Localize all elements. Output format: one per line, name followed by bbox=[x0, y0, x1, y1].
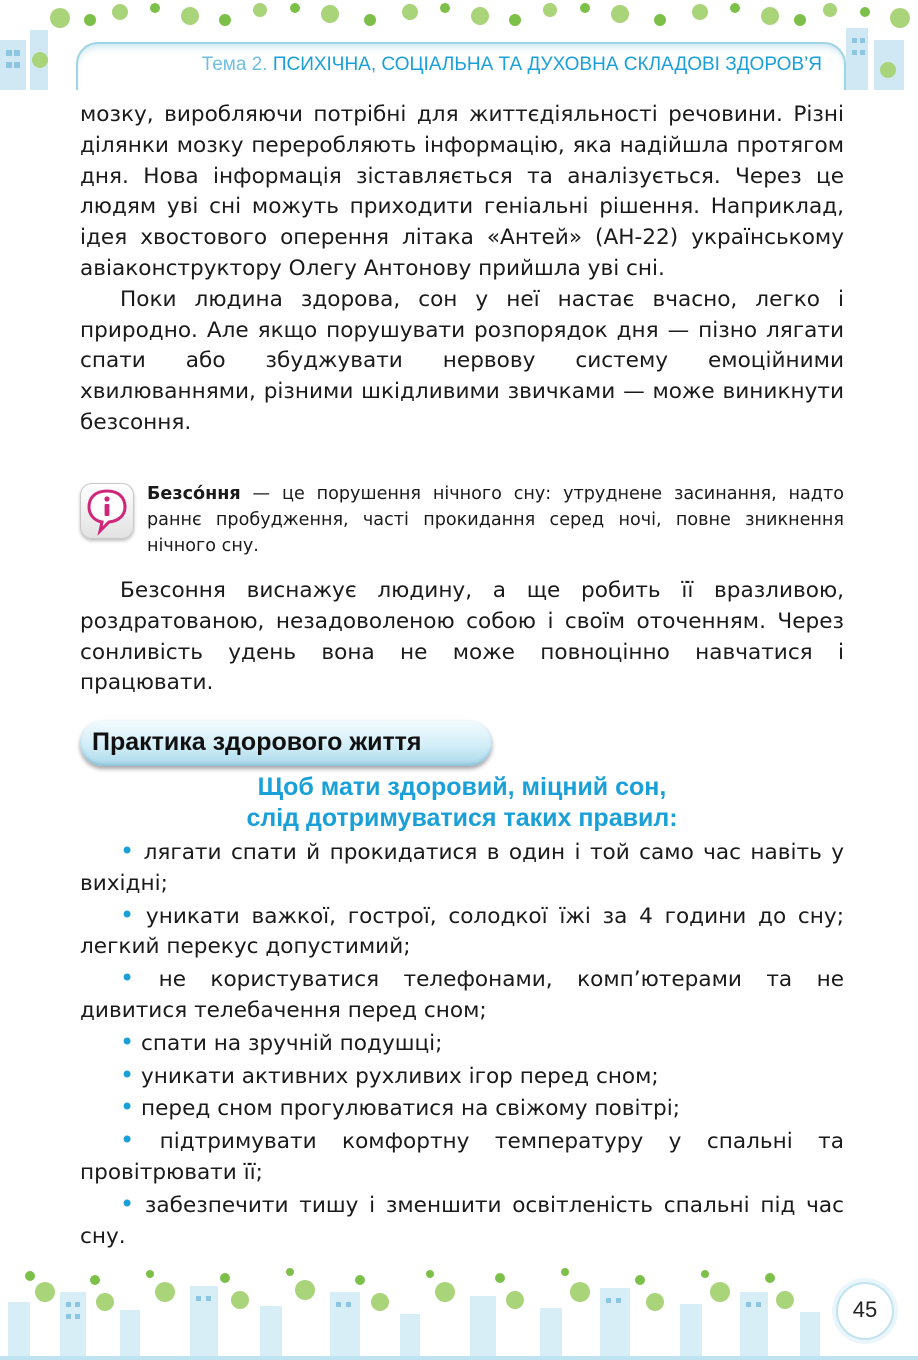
rules-list bbox=[80, 836, 844, 1252]
bullet-icon: • bbox=[120, 837, 135, 865]
bullet-icon: • bbox=[120, 1093, 135, 1122]
paragraph-3: Безсоння виснажує людину, а ще робить її вразливою, роздратованою, незадоволеною собою і своїм оточенням. Через сонливість удень вона не може повноцінно навчатися і працювати. bbox=[80, 578, 844, 696]
rule-text: уникати активних рухливих ігор перед сном; bbox=[141, 1063, 659, 1089]
definition-term: Безсо́ння bbox=[147, 484, 241, 504]
rules-subheading bbox=[80, 772, 844, 834]
list-item bbox=[80, 1189, 844, 1253]
section-heading-pill bbox=[80, 720, 492, 766]
paragraph-3-block bbox=[80, 576, 844, 699]
list-item bbox=[80, 836, 844, 900]
section-title: Практика здорового життя bbox=[92, 728, 422, 756]
bullet-icon: • bbox=[120, 1189, 135, 1218]
list-item bbox=[80, 1027, 844, 1060]
header-bar bbox=[76, 42, 846, 90]
rule-text: лягати спати й прокидатися в один і той само час навіть у вихідні; bbox=[80, 840, 844, 896]
definition-text bbox=[147, 481, 844, 559]
rule-text: не користуватися телефонами, комп’ютерами та не дивитися телебачення перед сном; bbox=[80, 967, 844, 1023]
paragraph-1: мозку, виробляючи потрібні для життєдіяльності речовини. Різні ділянки мозку переробляють інформацію, яка надійшла протягом дня. Нова інформація зіставляється та аналізується. Через це людям уві сні можуть приходити геніальні рішення. Наприклад, ідея хвостового оперення літака «Антей» (АН-22) українському авіаконструктору Олегу Антонову прийшла уві сні. bbox=[80, 102, 844, 281]
header-decoration bbox=[0, 0, 918, 90]
definition-body: — це порушення нічного сну: утруднене засинання, надто раннє пробудження, часті прокидання серед ночі, повне зникнення нічного сну. bbox=[147, 484, 844, 556]
rule-text: перед сном прогулюватися на свіжому повітрі; bbox=[141, 1096, 681, 1122]
rule-text: забезпечити тишу і зменшити освітленість спальні під час сну. bbox=[80, 1192, 844, 1249]
list-item bbox=[80, 1092, 844, 1125]
bullet-icon: • bbox=[120, 1126, 135, 1155]
list-item bbox=[80, 900, 844, 964]
bullet-icon: • bbox=[120, 1060, 135, 1089]
rule-text: уникати важкої, гострої, солодкої їжі за 4 години до сну; легкий перекус допустимий; bbox=[80, 903, 844, 960]
list-item bbox=[80, 963, 844, 1027]
list-item bbox=[80, 1060, 844, 1093]
body-text bbox=[80, 100, 844, 439]
bullet-icon: • bbox=[120, 964, 135, 993]
page-number-badge bbox=[836, 1282, 894, 1340]
header-topic-title: ПСИХІЧНА, СОЦІАЛЬНА ТА ДУХОВНА СКЛАДОВІ ЗДОРОВ’Я bbox=[272, 54, 822, 75]
footer-decoration bbox=[0, 1262, 918, 1360]
info-icon bbox=[80, 483, 134, 539]
city-skyline-decoration bbox=[0, 1262, 918, 1360]
header-topic: Тема 2. bbox=[201, 54, 268, 75]
paragraph-2: Поки людина здорова, сон у неї настає вчасно, легко і природно. Але якщо порушувати розпорядок дня — пізно лягати спати або збуджувати нервову систему емоційними хвилюваннями, різними шкідливими звичками — може виникнути безсоння. bbox=[80, 286, 844, 435]
subheading-line-1: Щоб мати здоровий, міцний сон, bbox=[257, 773, 667, 801]
bullet-icon: • bbox=[120, 1027, 135, 1056]
page-number: 45 bbox=[852, 1297, 878, 1322]
definition-box bbox=[80, 481, 844, 561]
subheading-line-2: слід дотримуватися таких правил: bbox=[246, 804, 678, 832]
rule-text: підтримувати комфортну температуру у спальні та провітрювати її; bbox=[80, 1129, 844, 1185]
list-item bbox=[80, 1125, 844, 1189]
rule-text: спати на зручній подушці; bbox=[141, 1030, 443, 1056]
header-title bbox=[202, 54, 822, 76]
bullet-icon: • bbox=[120, 900, 135, 929]
